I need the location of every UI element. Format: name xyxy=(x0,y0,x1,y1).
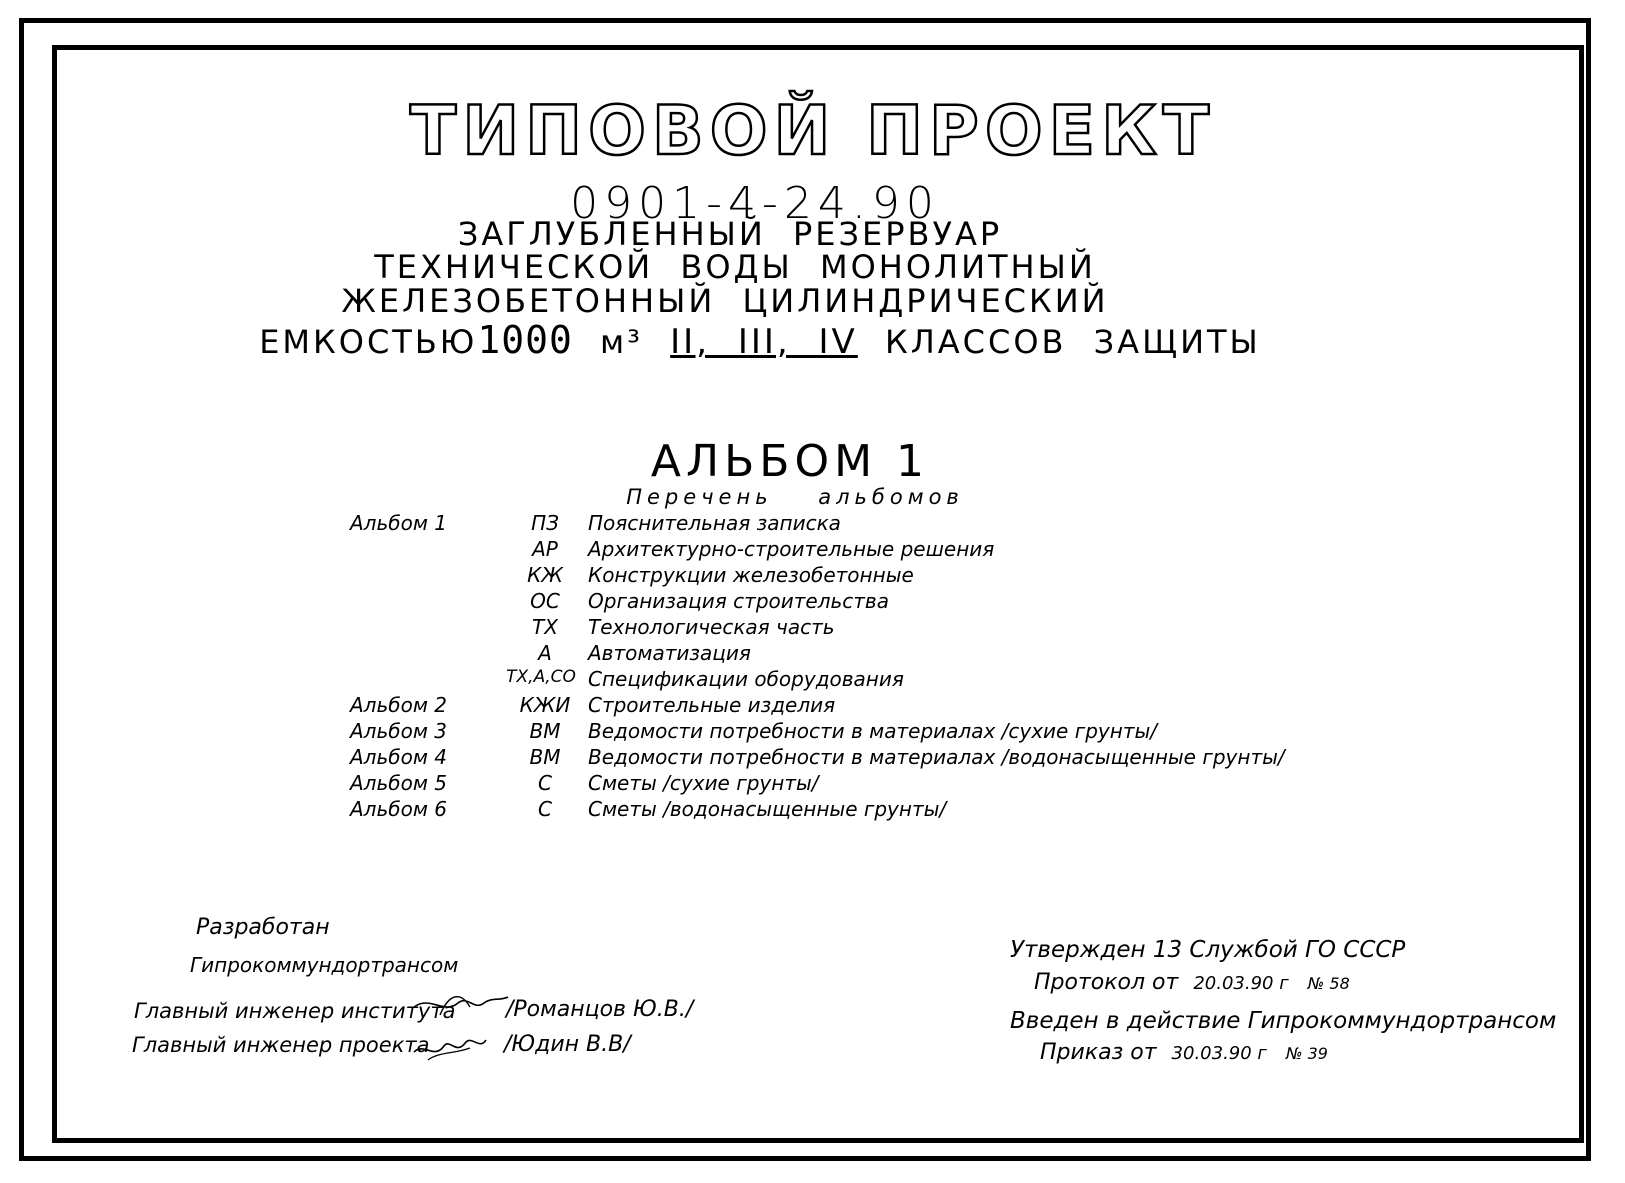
section-name: Организация строительства xyxy=(588,589,889,613)
section-name: Ведомости потребности в материалах /водонасыщенные грунты/ xyxy=(588,745,1285,769)
protection-classes: II, III, IV xyxy=(670,322,858,362)
section-name: Строительные изделия xyxy=(588,693,836,717)
order-number: № 39 xyxy=(1285,1044,1328,1063)
section-code: С xyxy=(538,771,552,795)
project-code: 0901-4-24.90 xyxy=(570,178,940,229)
capacity-unit: м³ xyxy=(600,323,643,361)
protocol-number: № 58 xyxy=(1307,974,1350,993)
chief-engineer-institute-name: /Романцов Ю.В./ xyxy=(506,997,694,1022)
description-line-1: ЗАГЛУБЛЕННЫЙ РЕЗЕРВУАР xyxy=(457,215,1003,253)
album-number: Альбом 4 xyxy=(350,745,447,769)
section-name: Пояснительная записка xyxy=(588,511,841,535)
developer-org: Гипрокоммундортрансом xyxy=(190,953,459,977)
album-number: Альбом 6 xyxy=(350,797,447,821)
album-title: АЛЬБОМ 1 xyxy=(650,436,930,487)
section-name: Технологическая часть xyxy=(588,615,835,639)
section-code: С xyxy=(538,797,552,821)
section-code: ТХ,А,СО xyxy=(506,667,576,687)
classes-suffix: КЛАССОВ ЗАЩИТЫ xyxy=(884,323,1261,361)
signature-institute xyxy=(410,985,510,1020)
section-name: Сметы /водонасыщенные грунты/ xyxy=(588,797,947,821)
signature-project xyxy=(410,1030,490,1064)
capacity-prefix: ЕМКОСТЬЮ xyxy=(259,323,478,361)
section-name: Спецификации оборудования xyxy=(588,667,904,691)
section-code: КЖИ xyxy=(519,693,571,717)
section-code: АР xyxy=(532,537,558,561)
album-number: Альбом 1 xyxy=(350,511,447,535)
album-list-heading: Перечень альбомов xyxy=(626,485,964,509)
section-code: ТХ xyxy=(532,615,558,639)
description-line-2: ТЕХНИЧЕСКОЙ ВОДЫ МОНОЛИТНЫЙ xyxy=(374,248,1096,286)
approved-by: Утвержден 13 Службой ГО СССР xyxy=(1010,937,1406,963)
chief-engineer-project-label: Главный инженер проекта xyxy=(132,1033,430,1057)
order-line xyxy=(1040,1040,1328,1065)
order-date: 30.03.90 г xyxy=(1171,1043,1267,1064)
section-name: Ведомости потребности в материалах /сухие грунты/ xyxy=(588,719,1158,743)
section-code: ВМ xyxy=(529,745,561,769)
section-code: ВМ xyxy=(529,719,561,743)
section-name: Конструкции железобетонные xyxy=(588,563,914,587)
description-line-3: ЖЕЛЕЗОБЕТОННЫЙ ЦИЛИНДРИЧЕСКИЙ xyxy=(341,282,1109,320)
protocol-date: 20.03.90 г xyxy=(1193,973,1289,994)
capacity-value: 1000 xyxy=(477,318,573,362)
section-code: ОС xyxy=(530,589,560,613)
developed-label: Разработан xyxy=(196,915,330,940)
section-name: Архитектурно-строительные решения xyxy=(588,537,995,561)
document-title: ТИПОВОЙ ПРОЕКТ xyxy=(409,92,1216,171)
section-name: Сметы /сухие грунты/ xyxy=(588,771,819,795)
album-number: Альбом 2 xyxy=(350,693,447,717)
enacted-by: Введен в действие Гипрокоммундортрансом xyxy=(1010,1008,1557,1034)
order-label: Приказ от xyxy=(1040,1040,1157,1065)
protocol-label: Протокол от xyxy=(1034,970,1179,995)
description-line-4 xyxy=(0,318,1520,362)
protocol-line xyxy=(1034,970,1350,995)
album-number: Альбом 3 xyxy=(350,719,447,743)
section-code: А xyxy=(538,641,552,665)
album-number: Альбом 5 xyxy=(350,771,447,795)
chief-engineer-project-name: /Юдин В.В/ xyxy=(504,1032,631,1057)
section-name: Автоматизация xyxy=(588,641,751,665)
section-code: КЖ xyxy=(527,563,563,587)
chief-engineer-institute-label: Главный инженер института xyxy=(134,999,456,1023)
section-code: ПЗ xyxy=(531,511,559,535)
